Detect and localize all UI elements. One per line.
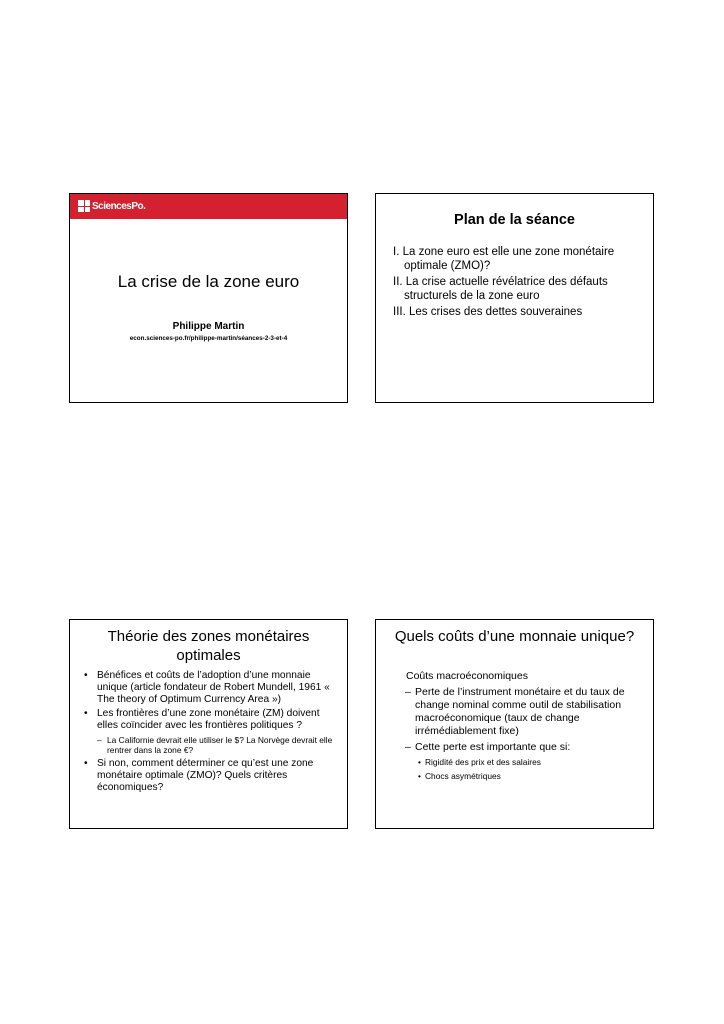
plan-item: II. La crise actuelle révélatrice des défauts structurels de la zone euro bbox=[393, 276, 608, 302]
sciencespo-logo bbox=[78, 200, 145, 212]
author-name: Philippe Martin bbox=[172, 321, 245, 332]
logo-mark-icon bbox=[78, 200, 90, 212]
plan-item: I. La zone euro est elle une zone monétaire optimale (ZMO)? bbox=[393, 246, 615, 272]
slide-title: Plan de la séance bbox=[454, 212, 575, 228]
dash-item: – Cette perte est importante que si: bbox=[405, 741, 643, 754]
logo-text: SciencesPo. bbox=[92, 200, 146, 212]
plan-list bbox=[393, 245, 645, 321]
bullet-list bbox=[84, 670, 339, 796]
bullet-list bbox=[406, 670, 643, 785]
bullet-item: • Si non, comment déterminer ce qu’est une zone monétaire optimale (ZMO)? Quels critères économiques? bbox=[84, 758, 339, 794]
sub-bullet-item: • Chocs asymétriques bbox=[406, 771, 643, 782]
presentation-title: La crise de la zone euro bbox=[117, 272, 300, 291]
slide-costs bbox=[375, 619, 654, 829]
bullet-item: • Les frontières d’une zone monétaire (ZM) doivent elles coïncider avec les frontières politiques ? bbox=[84, 708, 339, 732]
slide-title: Théorie des zones monétaires optimales bbox=[107, 628, 310, 664]
plan-item: III. Les crises des dettes souveraines bbox=[393, 306, 583, 318]
sub-bullet-item: • Rigidité des prix et des salaires bbox=[406, 757, 643, 768]
dash-item: – Perte de l’instrument monétaire et du taux de change nominal comme outil de stabilisation macroéconomique (taux de change irrémédiablement fixe) bbox=[405, 686, 643, 738]
header-bar bbox=[70, 194, 347, 219]
bullet-item: • Bénéfices et coûts de l’adoption d’une monnaie unique (article fondateur de Robert Mundell, 1961 « The theory of Optimum Currency Area ») bbox=[84, 670, 339, 706]
slide-title: Quels coûts d’une monnaie unique? bbox=[394, 628, 635, 645]
section-heading: Coûts macroéconomiques bbox=[406, 670, 528, 682]
slide-plan bbox=[375, 193, 654, 403]
slide-theory bbox=[69, 619, 348, 829]
sub-bullet-item: – La Californie devrait elle utiliser le $? La Norvège devrait elle rentrer dans la zone €? bbox=[84, 735, 339, 755]
author-url: econ.sciences-po.fr/philippe-martin/séances-2-3-et-4 bbox=[129, 335, 288, 342]
slide-title bbox=[69, 193, 348, 403]
